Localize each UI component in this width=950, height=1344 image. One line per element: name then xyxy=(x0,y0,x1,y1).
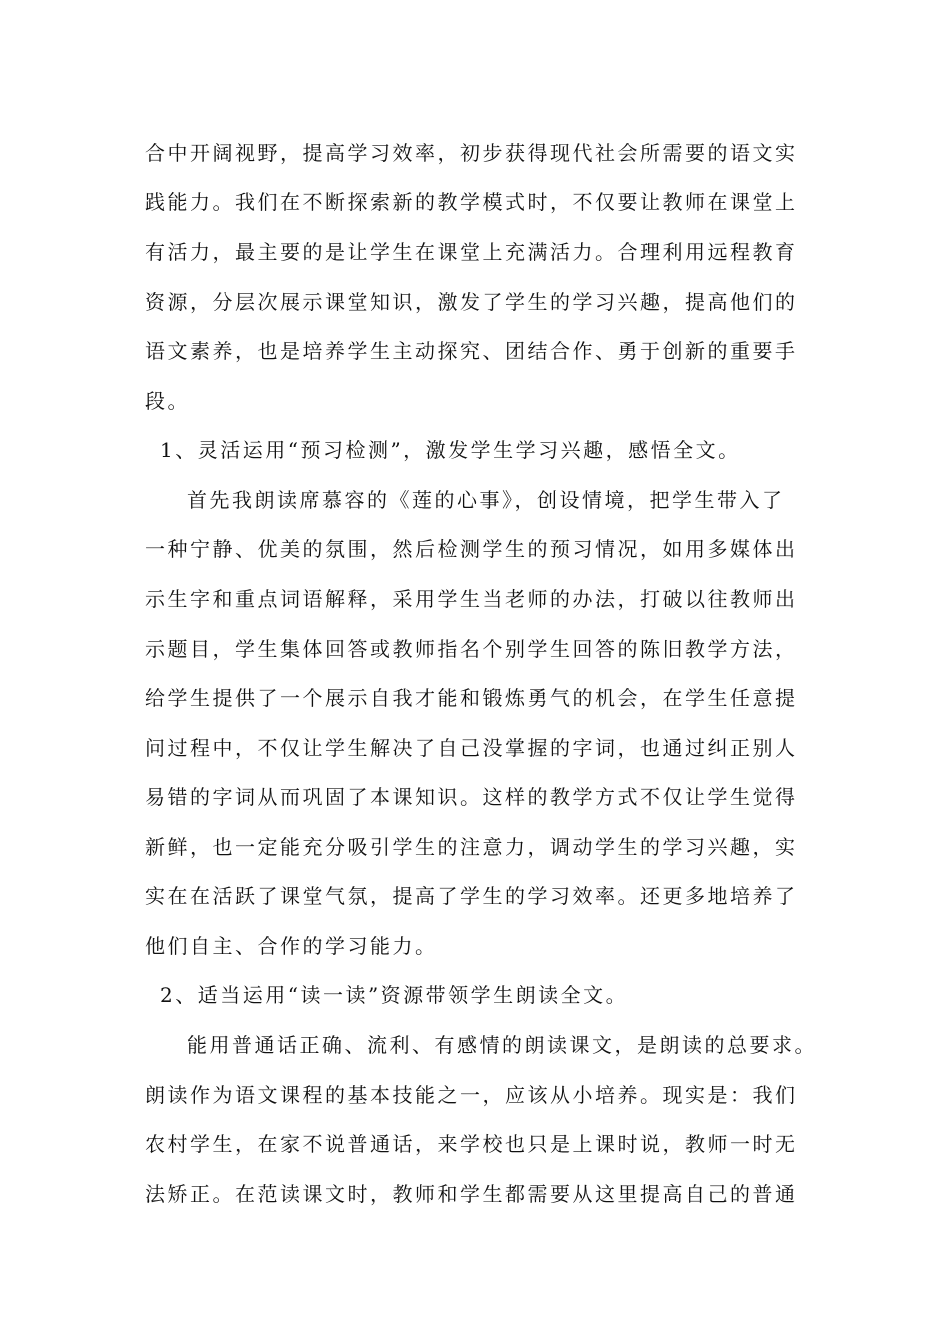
body-text-line: 示题目，学生集体回答或教师指名个别学生回答的陈旧教学方法， xyxy=(145,637,798,661)
body-text-line: 践能力。我们在不断探索新的教学模式时，不仅要让教师在课堂上 xyxy=(145,190,798,214)
section-heading-2: 2、适当运用“读一读”资源带领学生朗读全文。 xyxy=(160,983,629,1007)
body-text-line: 有活力，最主要的是让学生在课堂上充满活力。合理利用远程教育 xyxy=(145,240,798,264)
body-text-line: 合中开阔视野，提高学习效率，初步获得现代社会所需要的语文实 xyxy=(145,141,798,165)
body-text-line: 朗读作为语文课程的基本技能之一，应该从小培养。现实是：我们 xyxy=(145,1083,798,1107)
body-text-line: 易错的字词从而巩固了本课知识。这样的教学方式不仅让学生觉得 xyxy=(145,785,798,809)
body-text-line: 语文素养，也是培养学生主动探究、团结合作、勇于创新的重要手 xyxy=(145,339,798,363)
body-text-line: 法矫正。在范读课文时，教师和学生都需要从这里提高自己的普通 xyxy=(145,1182,798,1206)
body-text-line: 给学生提供了一个展示自我才能和锻炼勇气的机会，在学生任意提 xyxy=(145,686,798,710)
body-text-line: 新鲜，也一定能充分吸引学生的注意力，调动学生的学习兴趣，实 xyxy=(145,835,798,859)
body-text-line: 示生字和重点词语解释，采用学生当老师的办法，打破以往教师出 xyxy=(145,587,798,611)
paragraph-first-line: 首先我朗读席慕容的《莲的心事》，创设情境，把学生带入了 xyxy=(187,488,785,512)
body-text-line: 农村学生，在家不说普通话，来学校也只是上课时说，教师一时无 xyxy=(145,1132,798,1156)
body-text-line: 问过程中，不仅让学生解决了自己没掌握的字词，也通过纠正别人 xyxy=(145,736,798,760)
body-text-line: 一种宁静、优美的氛围，然后检测学生的预习情况，如用多媒体出 xyxy=(145,537,798,561)
body-text-line: 实在在活跃了课堂气氛，提高了学生的学习效率。还更多地培养了 xyxy=(145,884,798,908)
body-text-line: 资源，分层次展示课堂知识，激发了学生的学习兴趣，提高他们的 xyxy=(145,290,798,314)
paragraph-first-line: 能用普通话正确、流利、有感情的朗读课文，是朗读的总要求。 xyxy=(187,1033,817,1057)
section-heading-1: 1、灵活运用“预习检测”，激发学生学习兴趣，感悟全文。 xyxy=(160,438,741,462)
body-text-line: 他们自主、合作的学习能力。 xyxy=(145,934,438,958)
body-text-line: 段。 xyxy=(145,389,190,413)
